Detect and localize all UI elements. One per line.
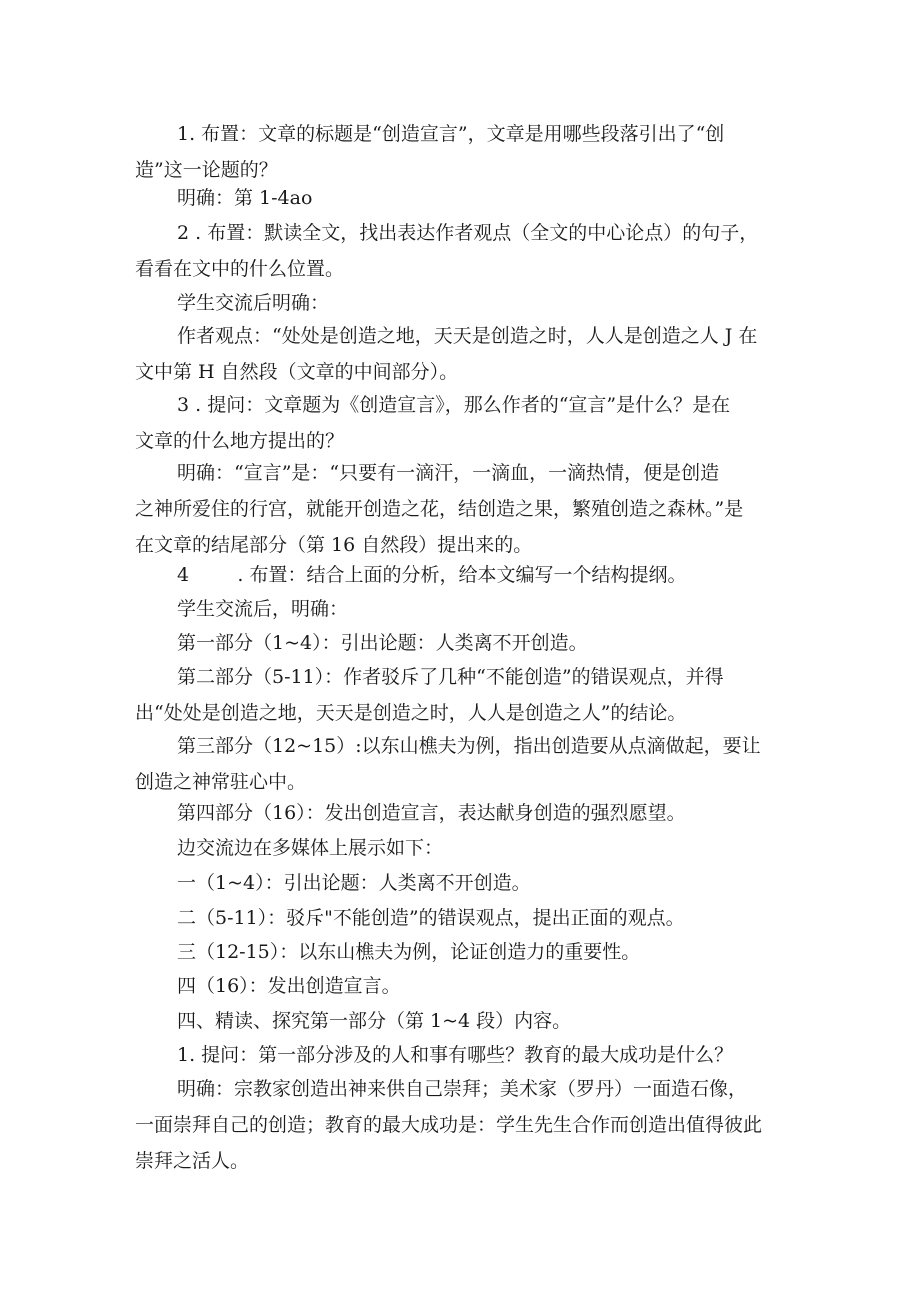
text-line: 第四部分（16）：发出创造宣言，表达献身创造的强烈愿望。 bbox=[177, 802, 686, 824]
text-line: 学生交流后明确： bbox=[177, 292, 330, 314]
paragraph-question-1 bbox=[135, 1037, 795, 1073]
text-line: 在文章的结尾部分（第 16 自然段）提出来的。 bbox=[135, 534, 533, 556]
outline-item-2 bbox=[135, 900, 795, 936]
paragraph-discussion-2 bbox=[135, 591, 795, 627]
text-line: 二（5-11）：驳斥"不能创造”的错误观点，提出正面的观点。 bbox=[177, 907, 685, 929]
text-line: 创造之神常驻心中。 bbox=[135, 771, 307, 793]
paragraph-part-4 bbox=[135, 795, 795, 831]
outline-item-3 bbox=[135, 934, 795, 970]
text-line: 2 . 布置：默读全文，找出表达作者观点（全文的中心论点）的句子， bbox=[177, 222, 759, 244]
text-line: 文中第 H 自然段（文章的中间部分）。 bbox=[135, 361, 459, 383]
text-line: 三（12-15）：以东山樵夫为例，论证创造力的重要性。 bbox=[177, 941, 641, 963]
text-line: 第二部分（5-11）：作者驳斥了几种“不能创造”的错误观点，并得 bbox=[177, 666, 724, 688]
text-line: 四（16）：发出创造宣言。 bbox=[177, 975, 401, 997]
outline-item-4 bbox=[135, 968, 795, 1004]
paragraph-answer-final bbox=[135, 1071, 795, 1179]
paragraph-task-1 bbox=[135, 116, 795, 188]
text-line: 出“处处是创造之地，天天是创造之时，人人是创造之人”的结论。 bbox=[135, 702, 687, 724]
paragraph-part-1 bbox=[135, 625, 795, 661]
text-line: 边交流边在多媒体上展示如下： bbox=[177, 837, 444, 859]
text-line: 造”这一论题的？ bbox=[135, 159, 278, 181]
paragraph-answer-1 bbox=[135, 180, 795, 216]
paragraph-part-2 bbox=[135, 659, 795, 731]
paragraph-task-3 bbox=[135, 387, 795, 459]
paragraph-task-2 bbox=[135, 215, 795, 287]
text-line: 第一部分（1~4）：引出论题：人类离不开创造。 bbox=[177, 632, 588, 654]
text-line: 看看在文中的什么位置。 bbox=[135, 258, 345, 280]
text-line: 明确：“宣言”是：“只要有一滴汗，一滴血，一滴热情，便是创造 bbox=[177, 462, 720, 484]
text-line: 明确：第 1-4ao bbox=[177, 187, 313, 209]
paragraph-answer-3 bbox=[135, 455, 795, 563]
text-line: 四、精读、探究第一部分（第 1~4 段）内容。 bbox=[177, 1010, 572, 1032]
paragraph-discussion-1 bbox=[135, 285, 795, 321]
text-line: 4 . 布置：结合上面的分析，给本文编写一个结构提纲。 bbox=[177, 564, 687, 586]
section-heading-4 bbox=[135, 1003, 795, 1039]
text-line: 3 . 提问：文章题为《创造宣言》，那么作者的“宣言”是什么？是在 bbox=[177, 394, 731, 416]
paragraph-multimedia bbox=[135, 830, 795, 866]
text-line: 崇拜之活人。 bbox=[135, 1150, 250, 1172]
outline-item-1 bbox=[135, 865, 795, 901]
text-line: 之神所爱住的行宫，就能开创造之花，结创造之果，繁殖创造之森林。”是 bbox=[135, 498, 744, 520]
text-line: 1. 布置：文章的标题是“创造宣言”，文章是用哪些段落引出了“创 bbox=[177, 123, 725, 145]
text-line: 作者观点：“处处是创造之地，天天是创造之时，人人是创造之人 J 在 bbox=[177, 325, 758, 347]
paragraph-viewpoint bbox=[135, 318, 795, 390]
text-line: 文章的什么地方提出的？ bbox=[135, 430, 345, 452]
paragraph-task-4 bbox=[135, 557, 795, 593]
text-line: 一（1~4）：引出论题：人类离不开创造。 bbox=[177, 872, 531, 894]
text-line: 一面崇拜自己的创造；教育的最大成功是：学生先生合作而创造出值得彼此 bbox=[135, 1114, 763, 1136]
text-line: 1. 提问：第一部分涉及的人和事有哪些？教育的最大成功是什么？ bbox=[177, 1044, 734, 1066]
text-line: 明确：宗教家创造出神来供自己崇拜；美术家（罗丹）一面造石像， bbox=[177, 1078, 748, 1100]
text-line: 第三部分（12~15）:以东山樵夫为例，指出创造要从点滴做起，要让 bbox=[177, 735, 761, 757]
text-line: 学生交流后，明确： bbox=[177, 598, 349, 620]
paragraph-part-3 bbox=[135, 728, 795, 800]
